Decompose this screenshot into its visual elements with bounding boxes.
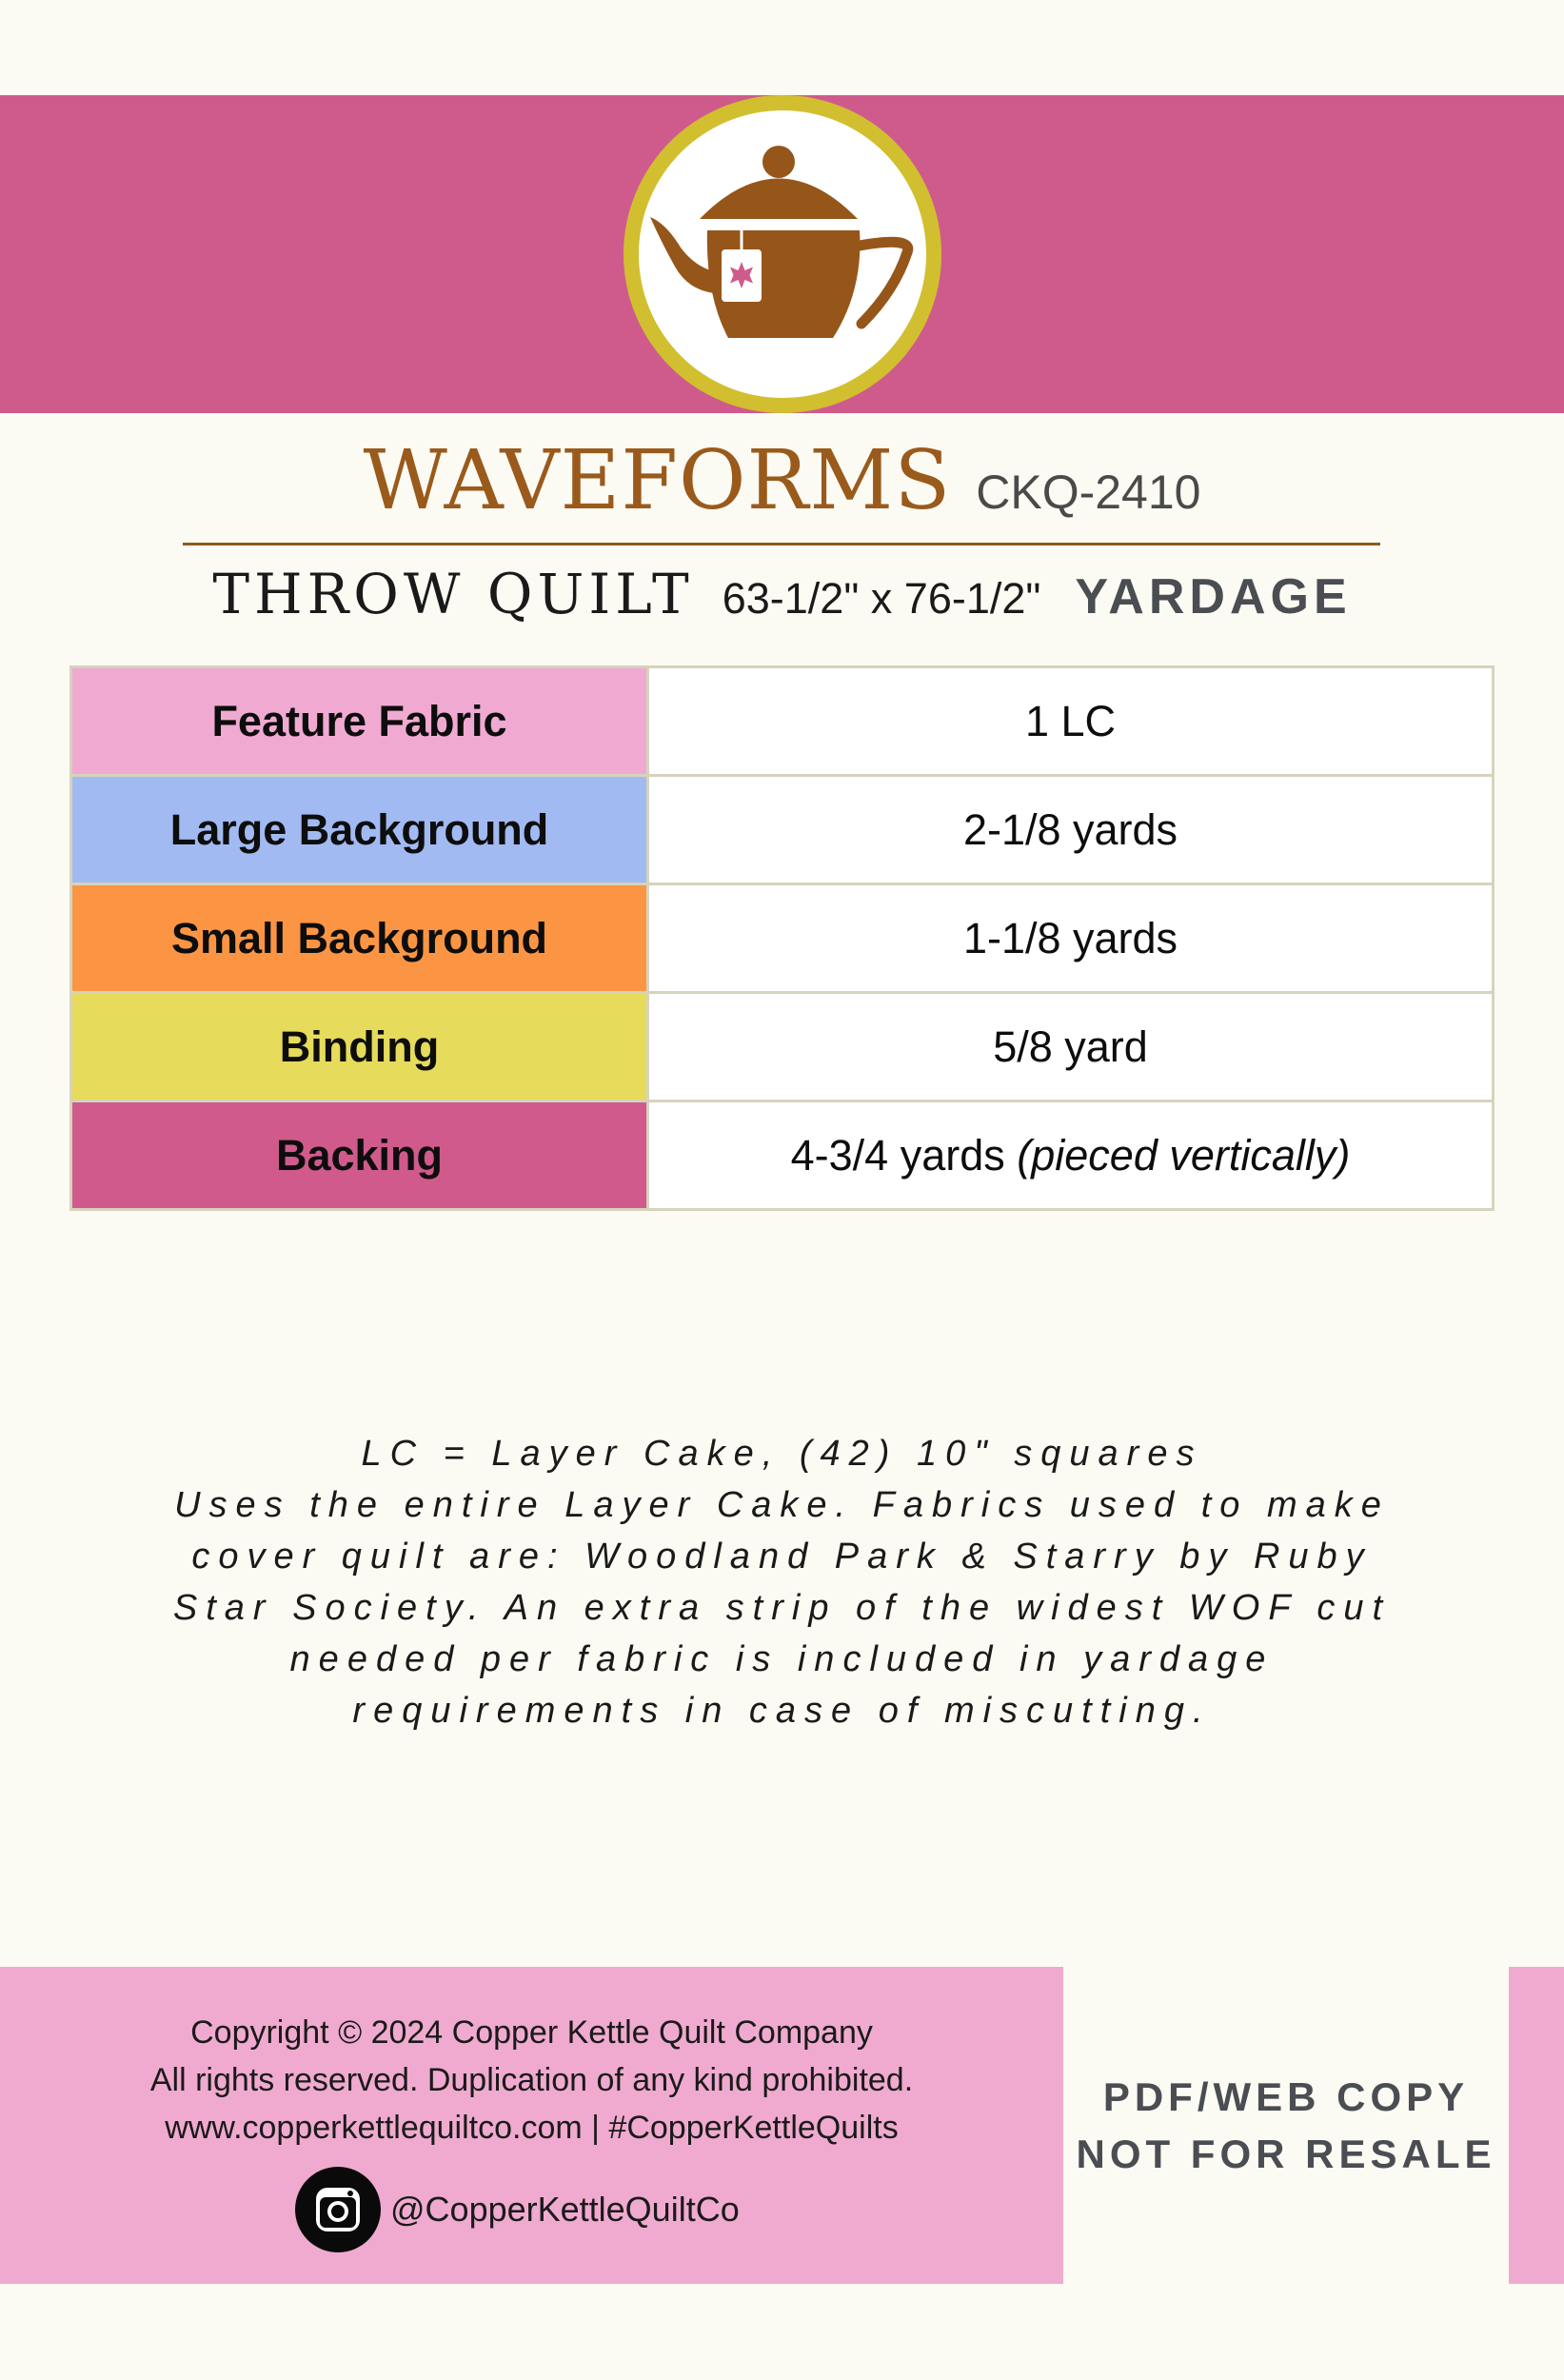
fabric-yardage: 1-1/8 yards [648, 884, 1494, 993]
resale-notice [1063, 1967, 1509, 2284]
fabric-yardage: 1 LC [648, 667, 1494, 776]
pattern-code: CKQ-2410 [976, 466, 1201, 519]
pattern-name: WAVEFORMS [363, 433, 952, 528]
notice-line: NOT FOR RESALE [1076, 2131, 1496, 2176]
copyright-text: Copyright © 2024 Copper Kettle Quilt Company [190, 2014, 873, 2051]
fabric-label: Binding [71, 993, 648, 1101]
subtitle [0, 562, 1564, 638]
pattern-title [0, 433, 1564, 538]
fabric-label: Feature Fabric [71, 667, 648, 776]
fabric-label: Small Background [71, 884, 648, 993]
fabric-label: Large Background [71, 776, 648, 884]
note-line: cover quilt are: Woodland Park & Starry by Ruby [191, 1537, 1373, 1577]
quilt-size: 63-1/2" x 76-1/2" [722, 574, 1041, 623]
instagram-icon[interactable] [295, 2167, 381, 2252]
table-row [71, 776, 1494, 884]
website-link[interactable]: www.copperkettlequiltco.com | #CopperKettleQuilts [165, 2110, 899, 2146]
pattern-notes [114, 1428, 1450, 1736]
quilt-type: THROW QUILT [212, 562, 694, 626]
yardage-note: (pieced vertically) [1017, 1130, 1351, 1180]
note-line: LC = Layer Cake, (42) 10" squares [361, 1434, 1203, 1474]
note-line: requirements in case of miscutting. [352, 1691, 1212, 1731]
table-row [71, 884, 1494, 993]
yardage-table [69, 665, 1495, 1211]
footer-stripe [1509, 1967, 1564, 2284]
fabric-label: Backing [71, 1101, 648, 1210]
fabric-yardage: 2-1/8 yards [648, 776, 1494, 884]
rights-text: All rights reserved. Duplication of any kind prohibited. [149, 2062, 914, 2098]
note-line: Uses the entire Layer Cake. Fabrics used to make [174, 1485, 1390, 1525]
fabric-yardage: 5/8 yard [648, 993, 1494, 1101]
notice-line: PDF/WEB COPY [1102, 2073, 1470, 2119]
yardage-heading: YARDAGE [1075, 569, 1352, 625]
table-row [71, 667, 1494, 776]
fabric-yardage: 4-3/4 yards (pieced vertically) [648, 1101, 1494, 1210]
note-line: Star Society. An extra strip of the widest WOF cut [172, 1588, 1392, 1628]
footer-copyright-panel [0, 1967, 1063, 2284]
title-divider [183, 543, 1380, 545]
table-row [71, 1101, 1494, 1210]
instagram-link[interactable] [295, 2167, 740, 2252]
teapot-icon [624, 95, 941, 413]
note-line: needed per fabric is included in yardage [289, 1639, 1275, 1679]
instagram-handle[interactable]: @CopperKettleQuiltCo [390, 2190, 740, 2229]
table-row [71, 993, 1494, 1101]
